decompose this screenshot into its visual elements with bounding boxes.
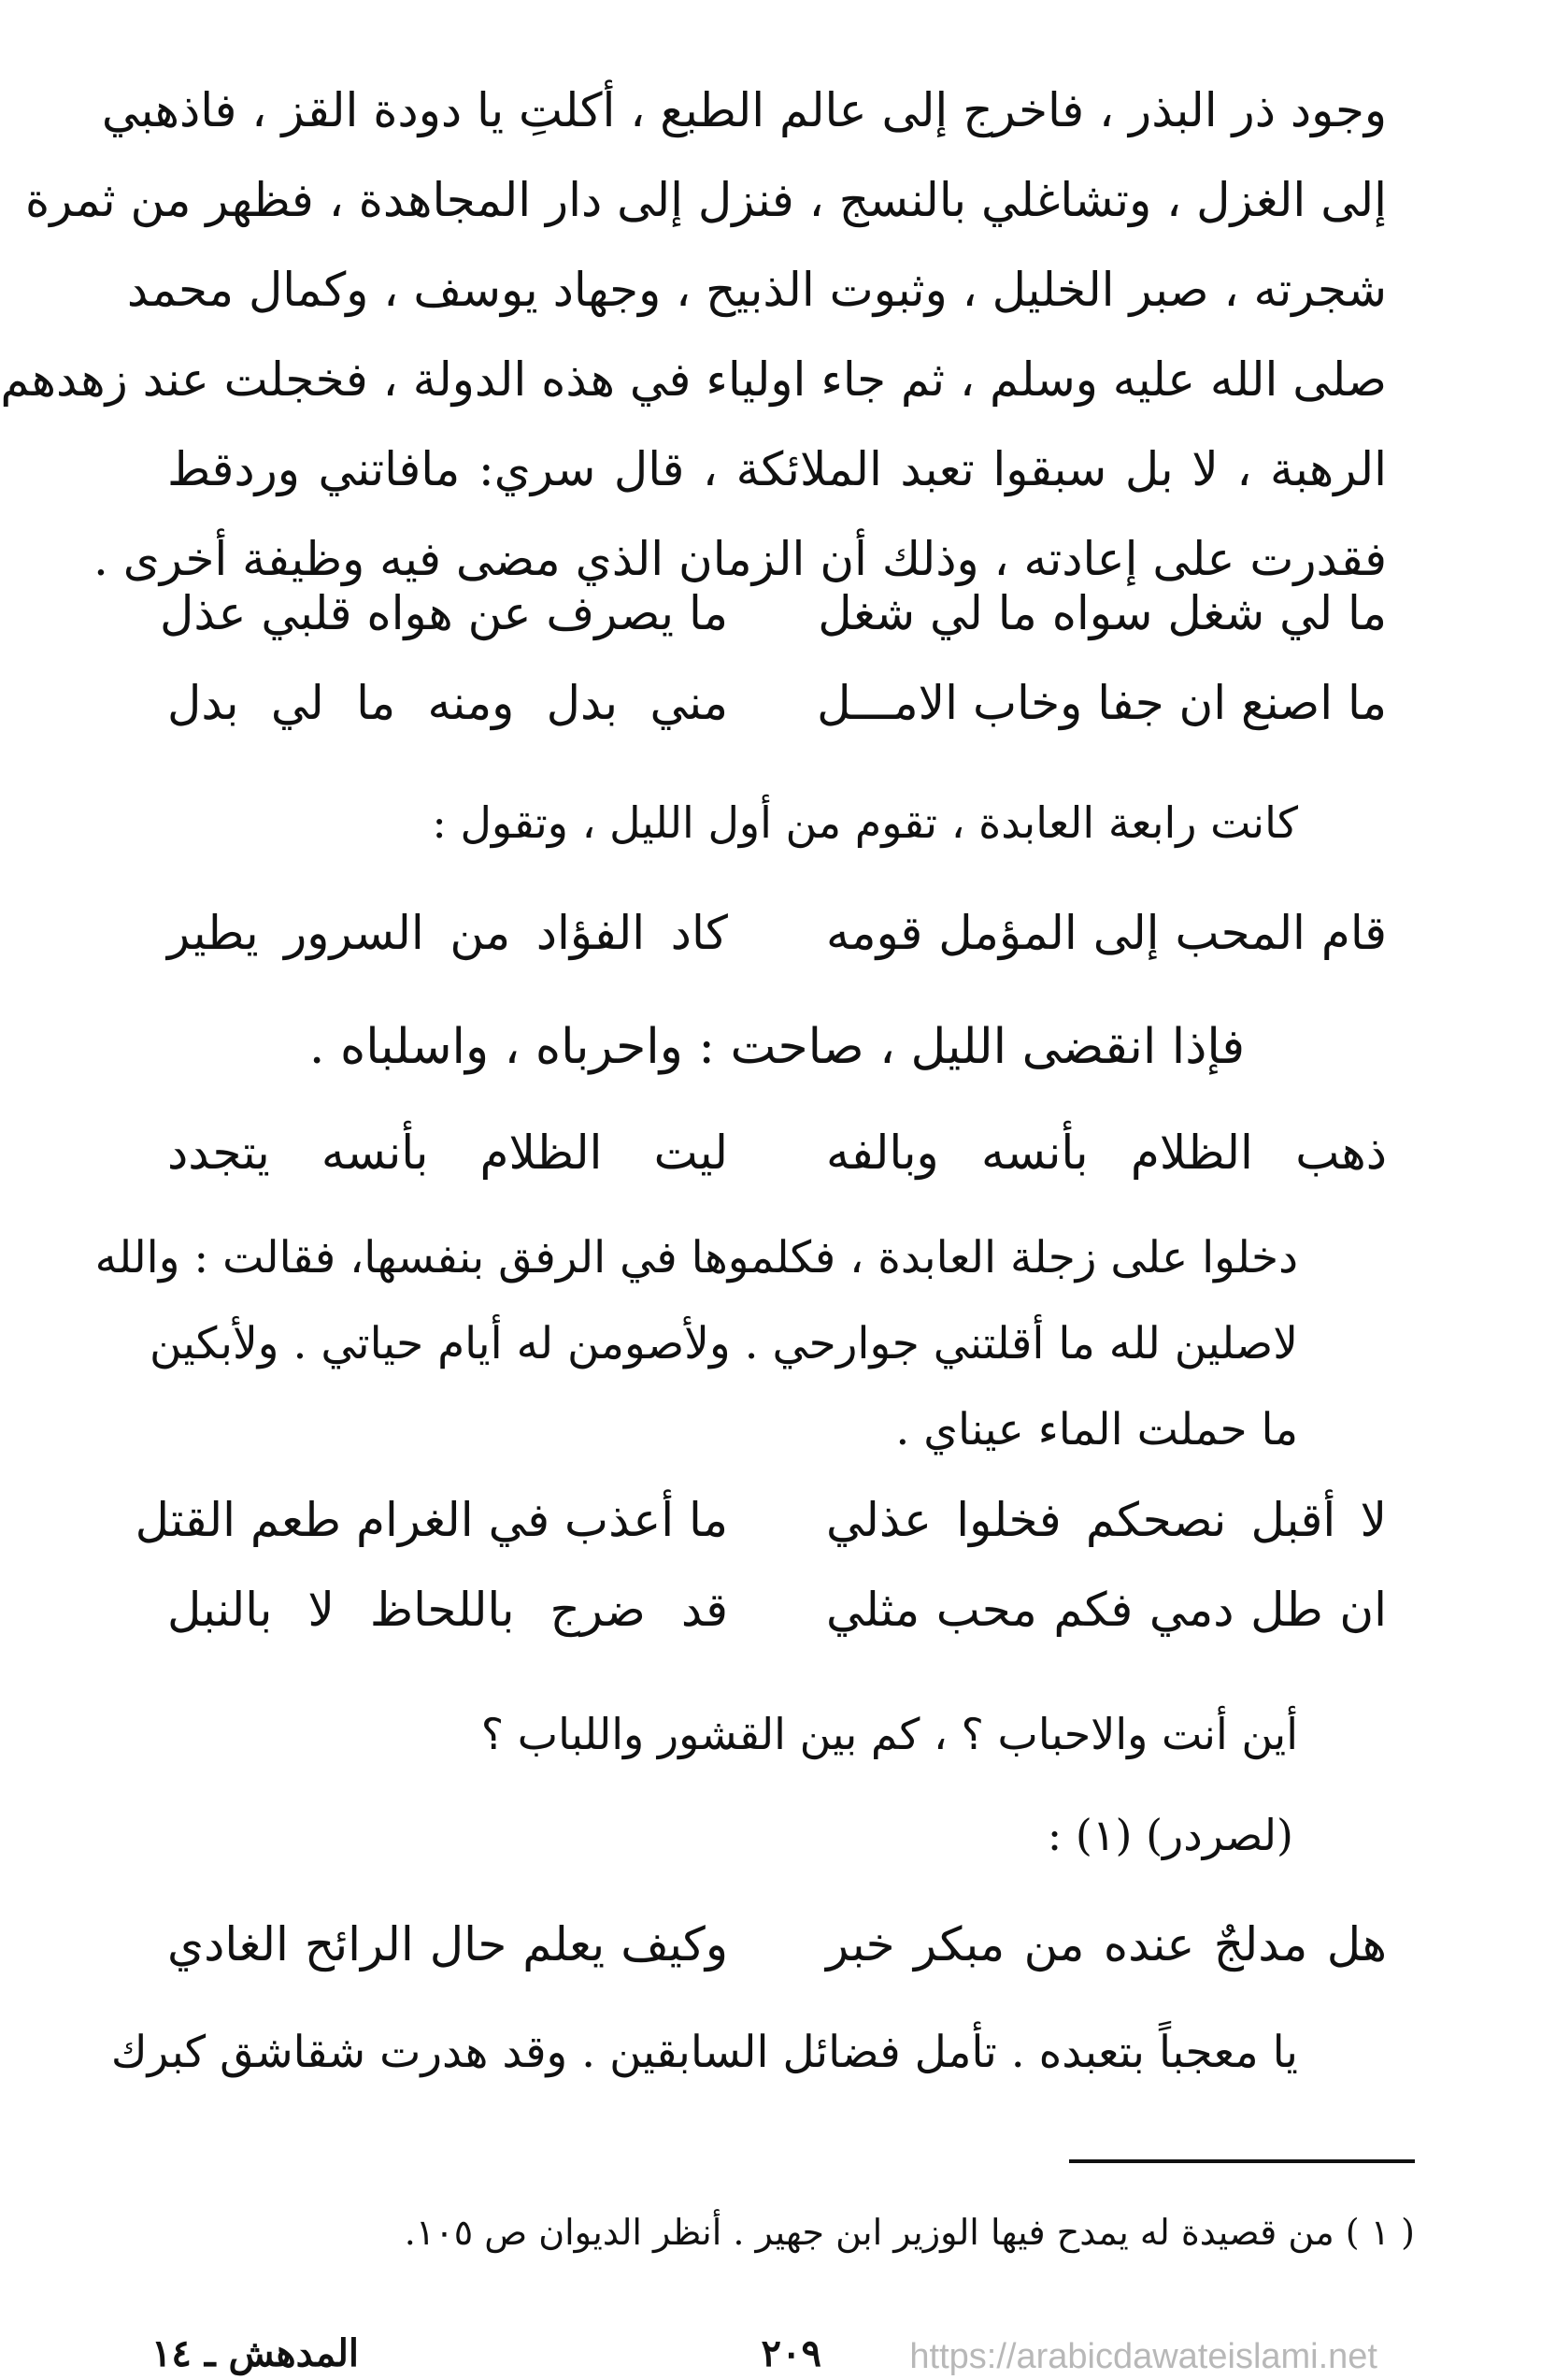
running-title: المدهش ـ ١٤ (150, 2331, 359, 2375)
poem-2 (167, 888, 1387, 978)
verse-first-hemistich: ذهب الظلام بأنسه وبالفه (826, 1125, 1387, 1180)
verse-second-hemistich: كاد الفؤاد من السرور يطير (167, 906, 728, 960)
verse (167, 1565, 1387, 1655)
quote-line: ما حملت الماء عيناي . (895, 1404, 1298, 1455)
narration-2: فإذا انقضى الليل ، صاحت : واحرباه ، واسلباه . (308, 1019, 1246, 1075)
closing-paragraph (110, 2010, 1298, 2096)
verse-first-hemistich: ان طل دمي فكم محب مثلي (826, 1583, 1387, 1637)
narration-1: كانت رابعة العابدة ، تقوم من أول الليل ، وتقول : (432, 797, 1298, 848)
verse-second-hemistich: ما يصرف عن هواه قلبي عذل (160, 586, 728, 640)
verse (167, 888, 1387, 978)
paragraph-line: فقدرت على إعادته ، وذلك أن الزمان الذي مضى فيه وظيفة أخرى . (93, 532, 1387, 586)
question-line: أين أنت والاحباب ؟ ، كم بين القشور واللباب ؟ (480, 1709, 1298, 1759)
paragraph-line: الرهبة ، لا بل سبقوا تعبد الملائكة ، قال سري: مافاتني وردقط (167, 442, 1387, 496)
paragraph-line: صلى الله عليه وسلم ، ثم جاء اولياء في هذه الدولة ، فخجلت عند زهدهم (0, 352, 1387, 407)
poem-1 (160, 568, 1387, 748)
verse-first-hemistich: قام المحب إلى المؤمل قومه (826, 906, 1387, 960)
paragraph-1 (0, 65, 1387, 604)
verse-first-hemistich: ما اصنع ان جفا وخاب الامـــل (817, 676, 1387, 730)
verse-first-hemistich: لا أقبل نصحكم فخلوا عذلي (826, 1493, 1387, 1547)
watermark-url: https://arabicdawateislami.net (909, 2337, 1377, 2376)
verse (167, 1900, 1387, 1989)
verse-second-hemistich: قد ضرج باللحاظ لا بالنبل (167, 1583, 728, 1637)
verse-first-hemistich: هل مدلجٌ عنده من مبكر خبر (826, 1917, 1387, 1971)
page-number: ٢٠٩ (761, 2331, 821, 2375)
verse (160, 568, 1387, 658)
poem-4 (135, 1475, 1387, 1655)
verse-second-hemistich: وكيف يعلم حال الرائح الغادي (167, 1917, 728, 1971)
paragraph-line: وجود ذر البذر ، فاخرج إلى عالم الطبع ، أكلتِ يا دودة القز ، فاذهبي (101, 83, 1387, 137)
paragraph-line: إلى الغزل ، وتشاغلي بالنسج ، فنزل إلى دار المجاهدة ، فظهر من ثمرة (25, 173, 1387, 227)
verse-second-hemistich: مني بدل ومنه ما لي بدل (167, 676, 728, 730)
poem-3 (167, 1108, 1387, 1197)
footnote-divider (1069, 2159, 1415, 2163)
quote-line: دخلوا على زجلة العابدة ، فكلموها في الرفق بنفسها، فقالت : والله (94, 1232, 1298, 1283)
attribution: (لصردر) (١) : (1047, 1810, 1293, 1860)
verse-first-hemistich: ما لي شغل سواه ما لي شغل (818, 586, 1387, 640)
paragraph-line: شجرته ، صبر الخليل ، وثبوت الذبيح ، وجهاد يوسف ، وكمال محمد (126, 263, 1387, 317)
footnote: ( ١ ) من قصيدة له يمدح فيها الوزير ابن جهير . أنظر الديوان ص ١٠٥. (404, 2212, 1415, 2253)
verse (167, 658, 1387, 748)
verse-second-hemistich: ما أعذب في الغرام طعم القتل (135, 1493, 728, 1547)
verse (167, 1108, 1387, 1197)
quote-line: لاصلين لله ما أقلتني جوارحي . ولأصومن له أيام حياتي . ولأبكين (150, 1318, 1298, 1369)
closing-line: يا معجباً بتعبده . تأمل فضائل السابقين . وقد هدرت شقاشق كبرك (110, 2027, 1298, 2078)
quote-1 (94, 1215, 1298, 1473)
verse (135, 1475, 1387, 1565)
poem-5 (167, 1900, 1387, 1989)
verse-second-hemistich: ليت الظلام بأنسه يتجدد (167, 1125, 728, 1180)
